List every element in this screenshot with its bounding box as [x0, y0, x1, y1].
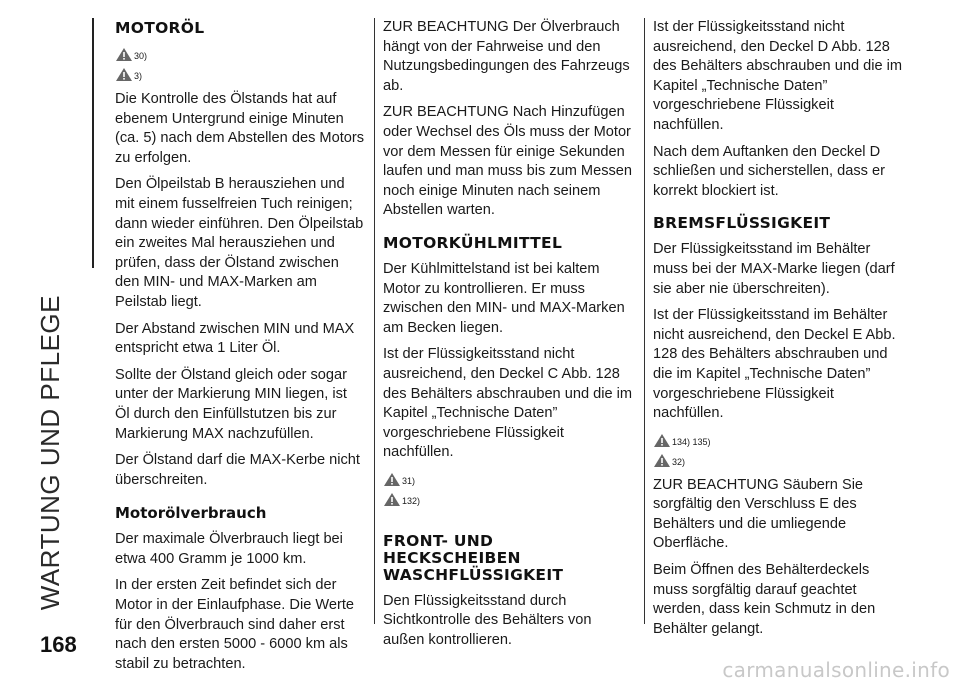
paragraph: Nach dem Auftanken den Deckel D schließen und sicherstellen, dass er korrekt blockiert ist.: [653, 143, 885, 199]
paragraph: Der maximale Ölverbrauch liegt bei etwa 400 Gramm je 1000 km.: [115, 531, 343, 567]
reference-group: [115, 45, 365, 82]
paragraph: ZUR BEACHTUNG Der Ölverbrauch hängt von der Fahrweise und den Nutzungsbedingungen des Fahrzeugs ab.: [383, 19, 630, 94]
reference-marker: [383, 490, 633, 507]
column-3: [653, 18, 903, 646]
paragraph: Den Flüssigkeitsstand durch Sichtkontrolle des Behälters von außen kontrollieren.: [383, 592, 592, 649]
paragraph: Der Kühlmittelstand ist bei kaltem Motor zu kontrollieren. Er muss zwischen den MIN- und MAX-Marken am Becken liegen.: [383, 260, 625, 336]
heading-waschfluessigkeit: FRONT- UND HECKSCHEIBEN WASCHFLÜSSIGKEIT: [383, 531, 564, 584]
paragraph: Ist der Flüssigkeitsstand nicht ausreichend, den Deckel C Abb. 128 des Behälters abschrauben und die im Kapitel „Technische Daten” vorgeschriebene Flüssigkeit nachfüllen.: [383, 346, 633, 461]
page-number: 168: [40, 632, 77, 657]
chapter-rule: [92, 18, 94, 268]
warning-triangle-icon: [653, 433, 671, 448]
paragraph: Den Ölpeilstab B herausziehen und mit einem fusselfreien Tuch reinigen; dann wieder einführen. Den Ölpeilstab ein zweites Mal herausziehen und prüfen, dass der Ölstand zwischen den MIN- und MAX-Marken am Peilstab liegt.: [115, 176, 364, 310]
watermark: carmanualsonline.info: [722, 658, 950, 682]
paragraph: Beim Öffnen des Behälterdeckels muss sorgfältig darauf geachtet werden, dass kein Schmutz in den Behälter gelangt.: [653, 562, 876, 637]
reference-number: 3): [134, 71, 143, 81]
reference-marker: [115, 65, 365, 82]
column-1: [115, 18, 365, 681]
paragraph: Der Flüssigkeitsstand im Behälter muss bei der MAX-Marke liegen (darf sie aber nie überschreiten).: [653, 241, 895, 297]
heading-bremsfluessigkeit: BREMSFLÜSSIGKEIT: [653, 214, 831, 233]
heading-motorkuehlmittel: MOTORKÜHLMITTEL: [383, 233, 563, 252]
reference-group: [383, 470, 633, 507]
chapter-title-text: WARTUNG UND PFLEGE: [34, 294, 65, 610]
heading-motoroel: MOTORÖL: [115, 19, 205, 37]
reference-number: 30): [134, 51, 148, 61]
paragraph: Ist der Flüssigkeitsstand nicht ausreichend, den Deckel D Abb. 128 des Behälters abschrauben und die im Kapitel „Technische Daten” vorgeschriebene Flüssigkeit nachfüllen.: [653, 19, 903, 133]
column-divider: [644, 18, 645, 624]
reference-number: 31): [402, 475, 416, 486]
warning-triangle-icon: [115, 47, 133, 62]
column-divider: [374, 18, 375, 624]
chapter-title: [20, 30, 80, 610]
paragraph: Die Kontrolle des Ölstands hat auf ebenem Untergrund einige Minuten (ca. 5) nach dem Abstellen des Motors zu erfolgen.: [115, 91, 365, 166]
reference-marker: [653, 451, 903, 468]
paragraph: ZUR BEACHTUNG Nach Hinzufügen oder Wechsel des Öls muss der Motor vor dem Messen für einige Sekunden laufen und man muss bis zum Messen noch einige Minuten nach seinem Abstellen warten.: [383, 104, 633, 219]
paragraph: Der Abstand zwischen MIN und MAX entspricht etwa 1 Liter Öl.: [115, 320, 355, 357]
reference-marker: [653, 431, 903, 448]
warning-triangle-icon: [383, 492, 401, 507]
warning-triangle-icon: [653, 453, 671, 468]
column-2: [383, 18, 633, 658]
reference-marker: [115, 45, 365, 62]
paragraph: Der Ölstand darf die MAX-Kerbe nicht überschreiten.: [115, 452, 360, 488]
reference-group: [653, 431, 903, 468]
reference-number: 132): [402, 495, 421, 506]
paragraph: Sollte der Ölstand gleich oder sogar unter der Markierung MIN liegen, ist Öl durch den Einfüllstutzen bis zur Markierung MAX nachzufüllen.: [115, 366, 348, 442]
paragraph: ZUR BEACHTUNG Säubern Sie sorgfältig den Verschluss E des Behälters und die umliegende Oberfläche.: [653, 476, 864, 552]
paragraph: Ist der Flüssigkeitsstand im Behälter nicht ausreichend, den Deckel E Abb. 128 des Behälters abschrauben und die im Kapitel „Technische Daten” vorgeschriebene Flüssigkeit nachfüllen.: [653, 307, 896, 422]
warning-triangle-icon: [383, 472, 401, 487]
reference-number: 134) 135): [672, 436, 711, 447]
paragraph: In der ersten Zeit befindet sich der Motor in der Einlaufphase. Die Werte für den Ölverbrauch sind daher erst nach den ersten 5000 - 6000 km als stabil zu betrachten.: [115, 577, 355, 672]
warning-triangle-icon: [115, 67, 133, 82]
reference-marker: [383, 470, 633, 487]
reference-number: 32): [672, 456, 686, 467]
heading-motoroelverbrauch: Motorölverbrauch: [115, 504, 267, 523]
